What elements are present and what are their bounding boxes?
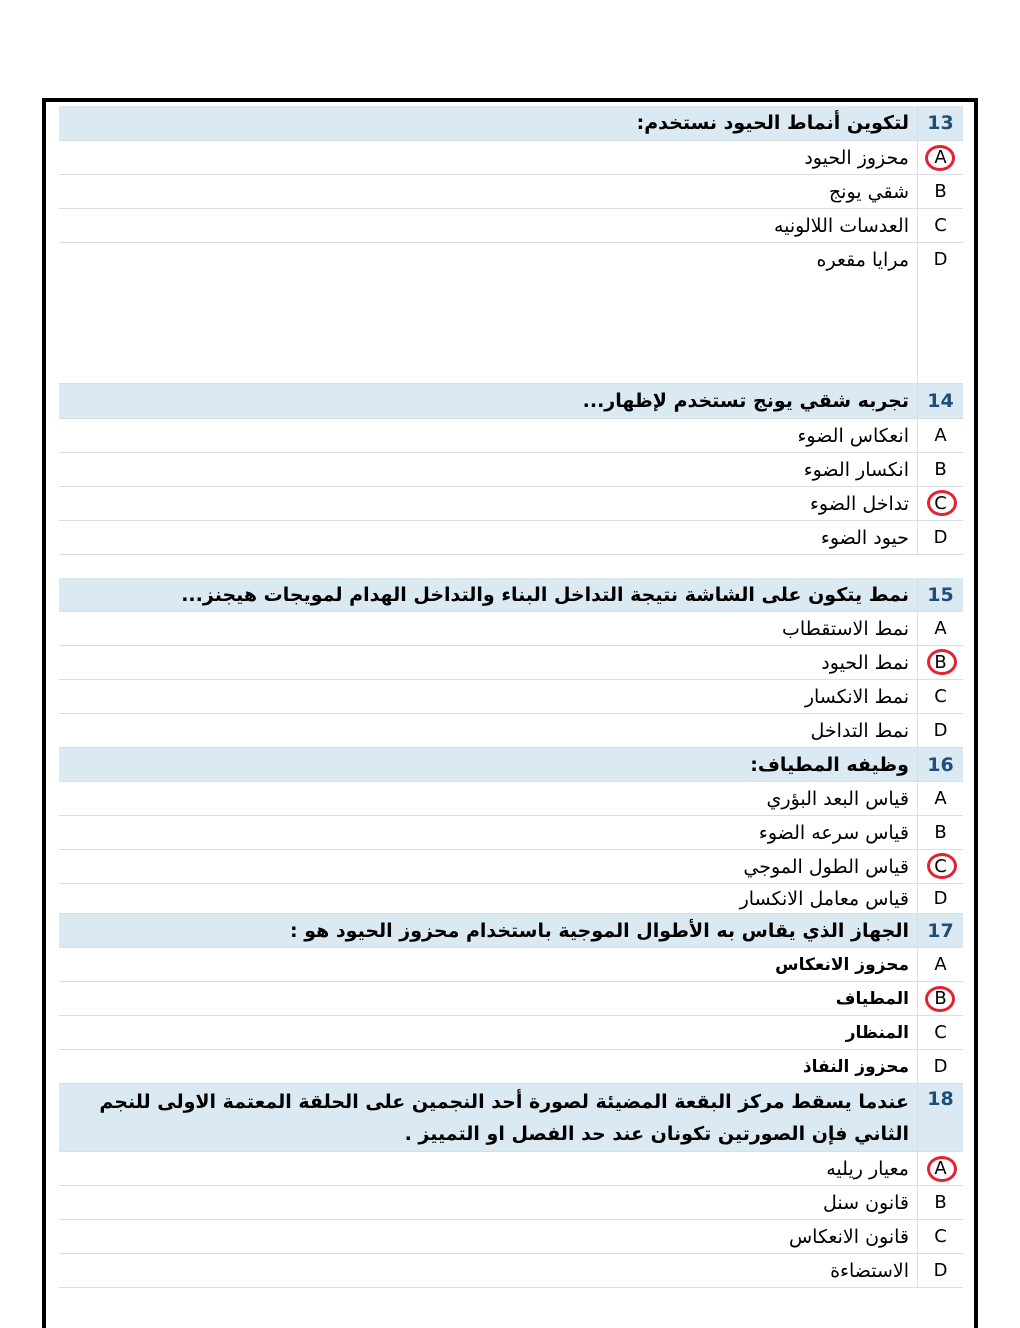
option-letter: B bbox=[917, 646, 963, 679]
option-text: قياس سرعه الضوء bbox=[758, 821, 909, 844]
option-text: نمط الحيود bbox=[821, 651, 909, 674]
option-letter: B bbox=[917, 1186, 963, 1219]
option-row bbox=[59, 521, 963, 555]
question-text: تجربه شقي يونج تستخدم لإظهار... bbox=[582, 390, 909, 412]
option-text: قانون الانعكاس bbox=[788, 1225, 909, 1248]
question-grid bbox=[59, 106, 963, 1288]
option-text: حيود الضوء bbox=[820, 526, 909, 549]
option-letter: D bbox=[917, 243, 963, 383]
option-text: مرايا مقعره bbox=[816, 249, 909, 271]
option-text: محزوز النفاذ bbox=[802, 1056, 909, 1077]
option-letter: A bbox=[917, 782, 963, 815]
option-text: انكسار الضوء bbox=[803, 458, 909, 481]
option-letter: A bbox=[917, 141, 963, 174]
option-letter: A bbox=[917, 1152, 963, 1185]
option-letter: B bbox=[917, 982, 963, 1015]
option-row bbox=[59, 646, 963, 680]
option-row bbox=[59, 1152, 963, 1186]
option-row bbox=[59, 209, 963, 243]
option-text: نمط الاستقطاب bbox=[782, 617, 909, 640]
question-number: 15 bbox=[917, 578, 963, 611]
option-row bbox=[59, 982, 963, 1016]
option-text: قياس البعد البؤري bbox=[766, 787, 909, 810]
option-letter: C bbox=[917, 1220, 963, 1253]
option-text: انعكاس الضوء bbox=[797, 424, 909, 447]
question-number: 13 bbox=[917, 106, 963, 140]
option-letter: A bbox=[917, 612, 963, 645]
option-letter: D bbox=[917, 1050, 963, 1083]
option-text: معيار ريليه bbox=[826, 1157, 909, 1180]
option-row bbox=[59, 487, 963, 521]
option-letter: D bbox=[917, 1254, 963, 1287]
option-text: العدسات اللالونيه bbox=[773, 214, 909, 237]
question-text: لتكوين أنماط الحيود نستخدم: bbox=[636, 112, 909, 134]
option-row bbox=[59, 884, 963, 914]
question-text: عندما يسقط مركز البقعة المضيئة لصورة أحد النجمين على الحلقة المعتمة الاولى للنجم الثاني فإن الصورتين تكونان عند حد الفصل او التمييز . bbox=[99, 1090, 909, 1145]
option-row bbox=[59, 948, 963, 982]
question-row bbox=[59, 1084, 963, 1152]
option-row bbox=[59, 1050, 963, 1084]
option-letter: C bbox=[917, 1016, 963, 1049]
option-letter: B bbox=[917, 453, 963, 486]
question-row bbox=[59, 384, 963, 419]
option-text: نمط الانكسار bbox=[804, 685, 909, 708]
option-letter: D bbox=[917, 714, 963, 747]
question-row bbox=[59, 748, 963, 782]
option-letter: B bbox=[917, 816, 963, 849]
option-text: قياس معامل الانكسار bbox=[739, 887, 909, 910]
option-row bbox=[59, 782, 963, 816]
option-letter: C bbox=[917, 850, 963, 883]
option-letter: B bbox=[917, 175, 963, 208]
option-row bbox=[59, 141, 963, 175]
row-gap bbox=[59, 555, 963, 578]
question-row bbox=[59, 578, 963, 612]
question-number: 14 bbox=[917, 384, 963, 418]
question-text: الجهاز الذي يقاس به الأطوال الموجية باستخدام محزوز الحيود هو : bbox=[290, 919, 909, 942]
option-text: قانون سنل bbox=[822, 1191, 909, 1214]
option-text: نمط التداخل bbox=[810, 719, 909, 742]
option-text: محزوز الحيود bbox=[804, 146, 909, 169]
option-text: قياس الطول الموجي bbox=[743, 855, 909, 878]
option-text: محزوز الانعكاس bbox=[775, 954, 909, 975]
option-row bbox=[59, 612, 963, 646]
option-row bbox=[59, 1220, 963, 1254]
option-letter: C bbox=[917, 680, 963, 713]
option-row bbox=[59, 850, 963, 884]
option-row bbox=[59, 816, 963, 850]
option-row bbox=[59, 714, 963, 748]
question-text: وظيفه المطياف: bbox=[750, 753, 909, 776]
option-text: شقي يونج bbox=[828, 180, 909, 203]
option-row bbox=[59, 1016, 963, 1050]
option-row bbox=[59, 419, 963, 453]
option-letter: C bbox=[917, 209, 963, 242]
question-row bbox=[59, 914, 963, 948]
option-text: المطياف bbox=[835, 988, 909, 1009]
option-letter: A bbox=[917, 948, 963, 981]
question-number: 16 bbox=[917, 748, 963, 781]
option-row bbox=[59, 680, 963, 714]
option-text: الاستضاءة bbox=[830, 1259, 909, 1282]
option-letter: D bbox=[917, 884, 963, 913]
option-text: المنظار bbox=[845, 1022, 909, 1043]
question-row bbox=[59, 106, 963, 141]
option-letter: C bbox=[917, 487, 963, 520]
worksheet-frame bbox=[42, 98, 978, 1328]
option-text: تداخل الضوء bbox=[809, 492, 909, 515]
option-letter: A bbox=[917, 419, 963, 452]
option-row bbox=[59, 1254, 963, 1288]
option-row bbox=[59, 1186, 963, 1220]
question-text: نمط يتكون على الشاشة نتيجة التداخل البناء والتداخل الهدام لمويجات هيجنز... bbox=[181, 583, 909, 606]
option-letter: D bbox=[917, 521, 963, 554]
option-row bbox=[59, 243, 963, 384]
option-row bbox=[59, 453, 963, 487]
option-row bbox=[59, 175, 963, 209]
question-number: 17 bbox=[917, 914, 963, 947]
question-number: 18 bbox=[917, 1084, 963, 1151]
